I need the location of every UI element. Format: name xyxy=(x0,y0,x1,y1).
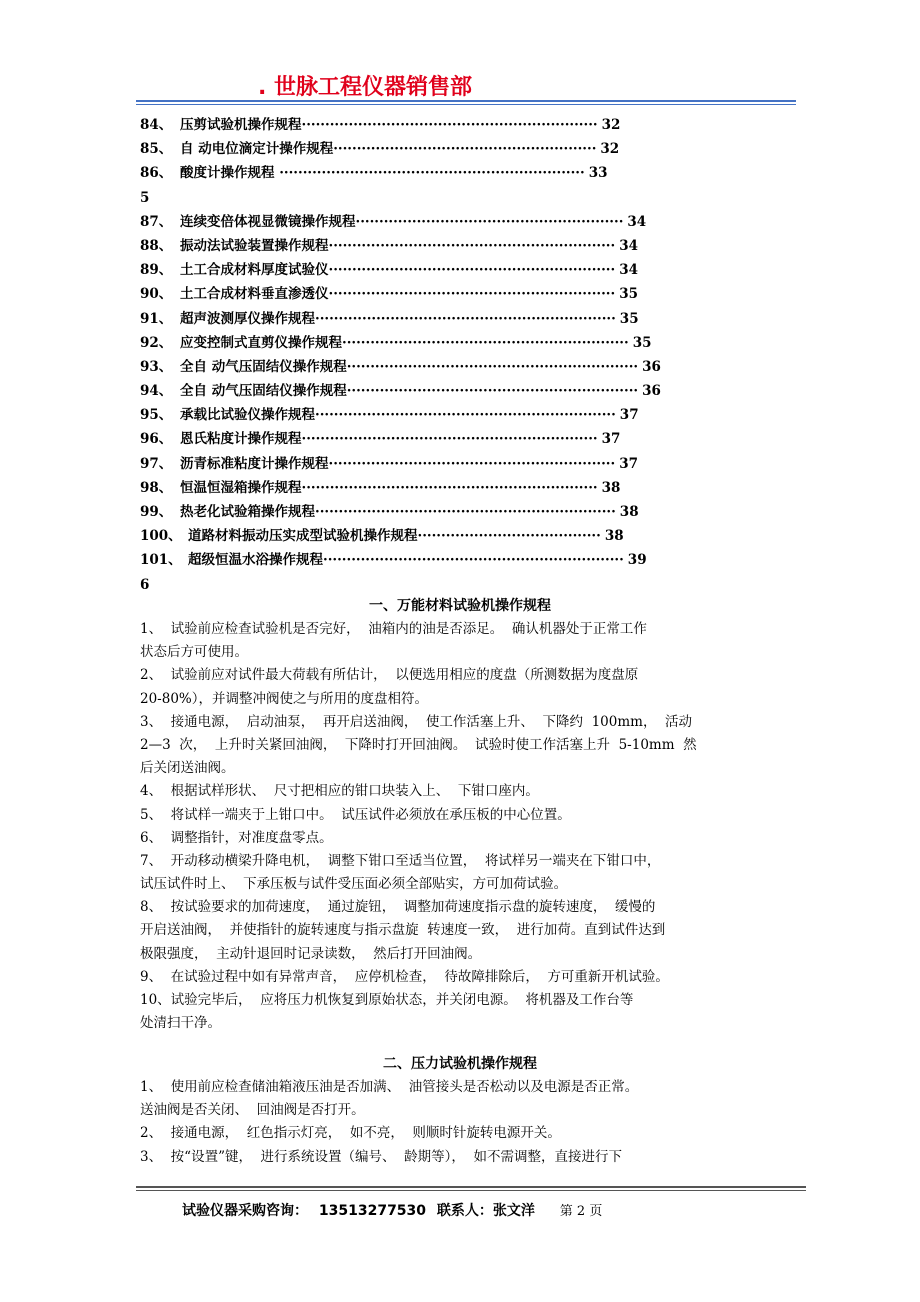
toc-title: 振动法试验装置操作规程 xyxy=(180,237,329,254)
body-line: 开启送油阀， 并使指针的旋转速度与指示盘旋 转速度一致， 进行加荷。直到试件达到 xyxy=(140,922,666,939)
header-title: . 世脉工程仪器销售部 xyxy=(258,75,473,100)
footer-rule-thick xyxy=(136,1186,806,1188)
toc-leader: ····························································· xyxy=(328,286,616,303)
toc-page: 38 xyxy=(601,479,621,496)
toc-title: 恩氏粘度计操作规程 xyxy=(180,431,302,448)
toc-leader: ······························································ xyxy=(346,358,639,375)
toc-entry[interactable] xyxy=(140,258,710,282)
toc-entry[interactable] xyxy=(140,307,710,331)
toc-page: 36 xyxy=(642,383,661,400)
toc-page: 37 xyxy=(619,455,638,472)
body-line: 试压试件时上、 下承压板与试件受压面必须全部贴实，方可加荷试验。 xyxy=(140,876,568,893)
toc-page: 32 xyxy=(601,117,621,133)
toc-entry[interactable] xyxy=(140,524,710,548)
toc-number: 89、 xyxy=(140,262,173,279)
body-line: 5、 将试样一端夹于上钳口中。 试压试件必须放在承压板的中心位置。 xyxy=(140,806,571,823)
toc-page: 36 xyxy=(642,358,661,375)
body-line: 后关闭送油阀。 xyxy=(140,760,235,777)
footer-consult-label: 试验仪器采购咨询： xyxy=(182,1203,308,1219)
body-line: 7、 开动移动横梁升降电机， 调整下钳口至适当位置， 将试样另一端夹在下钳口中， xyxy=(140,852,661,869)
body-line: 极限强度， 主动针退回时记录读数， 然后打开回油阀。 xyxy=(140,945,482,962)
stray-number: 5 xyxy=(140,189,150,206)
toc-leader: ································································ xyxy=(315,504,616,520)
body-line: 1、 试验前应检查试验机是否完好， 油箱内的油是否添足。 确认机器处于正常工作 xyxy=(140,621,647,637)
toc-entry[interactable] xyxy=(140,137,710,161)
toc-entry[interactable] xyxy=(140,427,710,451)
body-line: 3、 接通电源， 启动油泵， 再开启送油阀， 使工作活塞上升、 下降约 100mm， 活动 xyxy=(140,713,693,730)
toc-entry[interactable] xyxy=(140,234,710,258)
toc-leader: ························································· xyxy=(355,213,624,230)
body-line: 处清扫干净。 xyxy=(140,1015,221,1032)
toc-number: 88、 xyxy=(140,237,173,254)
toc-page: 34 xyxy=(619,262,638,279)
toc-title: 连续变倍体视显微镜操作规程 xyxy=(180,213,356,230)
toc-number: 84、 xyxy=(140,117,173,133)
toc-number: 91、 xyxy=(140,310,173,327)
toc-leader: ································································ xyxy=(323,552,624,569)
toc-title: 超声波测厚仪操作规程 xyxy=(180,310,315,327)
toc-title: 道路材料振动压实成型试验机操作规程 xyxy=(188,528,418,545)
table-of-contents xyxy=(140,113,710,597)
stray-number: 6 xyxy=(140,576,150,593)
toc-title: 土工合成材料厚度试验仪 xyxy=(180,262,329,279)
toc-entry[interactable] xyxy=(140,113,710,137)
toc-page: 35 xyxy=(619,310,639,327)
body-line: 3、 按“设置”键， 进行系统设置（编号、 龄期等）， 如不需调整，直接进行下 xyxy=(140,1148,622,1165)
toc-leader: ······························································ xyxy=(346,383,639,400)
body-line: 6、 调整指针，对准度盘零点。 xyxy=(140,829,333,846)
toc-number: 98、 xyxy=(140,479,173,496)
toc-entry[interactable] xyxy=(140,500,710,524)
toc-number: 95、 xyxy=(140,407,173,424)
toc-number: 94、 xyxy=(140,383,173,400)
body-line: 1、 使用前应检查储油箱液压油是否加满、 油管接头是否松动以及电源是否正常。 xyxy=(140,1079,639,1095)
toc-page: 37 xyxy=(619,407,639,424)
toc-title: 热老化试验箱操作规程 xyxy=(180,504,315,520)
section-compression-testing-machine xyxy=(140,1052,780,1169)
toc-entry[interactable] xyxy=(140,210,710,234)
toc-entry[interactable] xyxy=(140,476,710,500)
body-line: 2、 接通电源， 红色指示灯亮， 如不亮， 则顺时针旋转电源开关。 xyxy=(140,1125,561,1142)
toc-page: 33 xyxy=(588,165,608,182)
toc-leader: ······································· xyxy=(417,528,601,545)
toc-leader: ······························································· xyxy=(301,479,598,496)
body-line: 10、试验完毕后， 应将压力机恢复到原始状态，并关闭电源。 将机器及工作台等 xyxy=(140,992,634,1008)
toc-number: 96、 xyxy=(140,431,173,448)
footer-contact: 联系人：张文洋 xyxy=(436,1203,535,1219)
toc-entry[interactable] xyxy=(140,331,710,355)
toc-title: 酸度计操作规程 xyxy=(180,165,280,182)
toc-entry[interactable] xyxy=(140,403,710,427)
header-rule-thick xyxy=(136,100,796,102)
body-line: 20-80%），并调整冲阀使之与所用的度盘相符。 xyxy=(140,690,428,707)
body-line: 9、 在试验过程中如有异常声音， 应停机检查， 待故障排除后， 方可重新开机试验。 xyxy=(140,968,669,985)
toc-entry[interactable] xyxy=(140,379,710,403)
toc-leader: ······························································· xyxy=(301,117,598,133)
toc-page: 37 xyxy=(601,431,621,448)
toc-entry[interactable] xyxy=(140,282,710,306)
section-heading: 一、万能材料试验机操作规程 xyxy=(369,598,551,614)
toc-entry[interactable] xyxy=(140,161,710,185)
toc-number: 85、 xyxy=(140,141,173,158)
page-number: 第 2 页 xyxy=(559,1204,603,1219)
toc-number: 97、 xyxy=(140,455,173,472)
toc-leader: ································································ xyxy=(315,407,616,424)
toc-entry[interactable] xyxy=(140,355,710,379)
toc-number: 87、 xyxy=(140,213,173,230)
toc-page: 39 xyxy=(627,552,647,569)
body-line: 状态后方可使用。 xyxy=(140,644,248,661)
toc-entry[interactable] xyxy=(140,548,710,572)
section-universal-testing-machine xyxy=(140,594,780,1035)
toc-title: 全自 动气压固结仪操作规程 xyxy=(180,358,347,375)
toc-page: 34 xyxy=(627,213,647,230)
toc-title: 压剪试验机操作规程 xyxy=(180,117,302,133)
body-line: 2、 试验前应对试件最大荷载有所估计， 以便选用相应的度盘（所测数据为度盘原 xyxy=(140,667,639,684)
toc-page: 38 xyxy=(619,504,639,520)
toc-page: 34 xyxy=(619,237,638,254)
body-line: 2—3 次， 上升时关紧回油阀， 下降时打开回油阀。 试验时使工作活塞上升 5-10mm 然 xyxy=(140,736,697,753)
toc-leader: ····························································· xyxy=(328,262,616,279)
toc-title: 恒温恒湿箱操作规程 xyxy=(180,479,302,496)
toc-number: 101、 xyxy=(140,552,182,569)
toc-number: 86、 xyxy=(140,165,173,182)
toc-page: 35 xyxy=(619,286,638,303)
toc-entry[interactable] xyxy=(140,452,710,476)
toc-number: 90、 xyxy=(140,286,173,303)
toc-title: 承载比试验仪操作规程 xyxy=(180,407,315,424)
section-heading: 二、压力试验机操作规程 xyxy=(383,1056,537,1072)
toc-title: 自 动电位滴定计操作规程 xyxy=(180,141,334,158)
toc-number: 99、 xyxy=(140,504,173,520)
toc-page: 38 xyxy=(604,528,624,545)
toc-leader: ····························································· xyxy=(328,455,616,472)
toc-number: 92、 xyxy=(140,334,173,351)
toc-title: 全自 动气压固结仪操作规程 xyxy=(180,383,347,400)
toc-leader: ····························································· xyxy=(328,237,616,254)
footer-phone: 13513277530 xyxy=(318,1203,427,1219)
toc-number: 93、 xyxy=(140,358,173,375)
footer-rule-thin xyxy=(136,1190,806,1191)
toc-title: 应变控制式直剪仪操作规程 xyxy=(180,334,342,351)
toc-title: 沥青标准粘度计操作规程 xyxy=(180,455,329,472)
body-line: 4、 根据试样形状、 尺寸把相应的钳口块装入上、 下钳口座内。 xyxy=(140,783,539,800)
toc-leader: ······························································· xyxy=(301,431,598,448)
header-rule-thin xyxy=(136,104,796,105)
toc-title: 超级恒温水浴操作规程 xyxy=(188,552,323,569)
body-line: 8、 按试验要求的加荷速度， 通过旋钮， 调整加荷速度指示盘的旋转速度， 缓慢的 xyxy=(140,899,656,916)
toc-leader: ····························································· xyxy=(342,334,629,351)
toc-leader: ································································· xyxy=(279,165,585,182)
toc-title: 土工合成材料垂直渗透仪 xyxy=(180,286,329,303)
toc-page: 32 xyxy=(600,141,620,158)
toc-leader: ························································ xyxy=(333,141,597,158)
toc-number: 100、 xyxy=(140,528,182,545)
footer xyxy=(182,1200,608,1220)
toc-page: 35 xyxy=(632,334,652,351)
body-line: 送油阀是否关闭、 回油阀是否打开。 xyxy=(140,1102,365,1119)
toc-leader: ································································ xyxy=(315,310,616,327)
